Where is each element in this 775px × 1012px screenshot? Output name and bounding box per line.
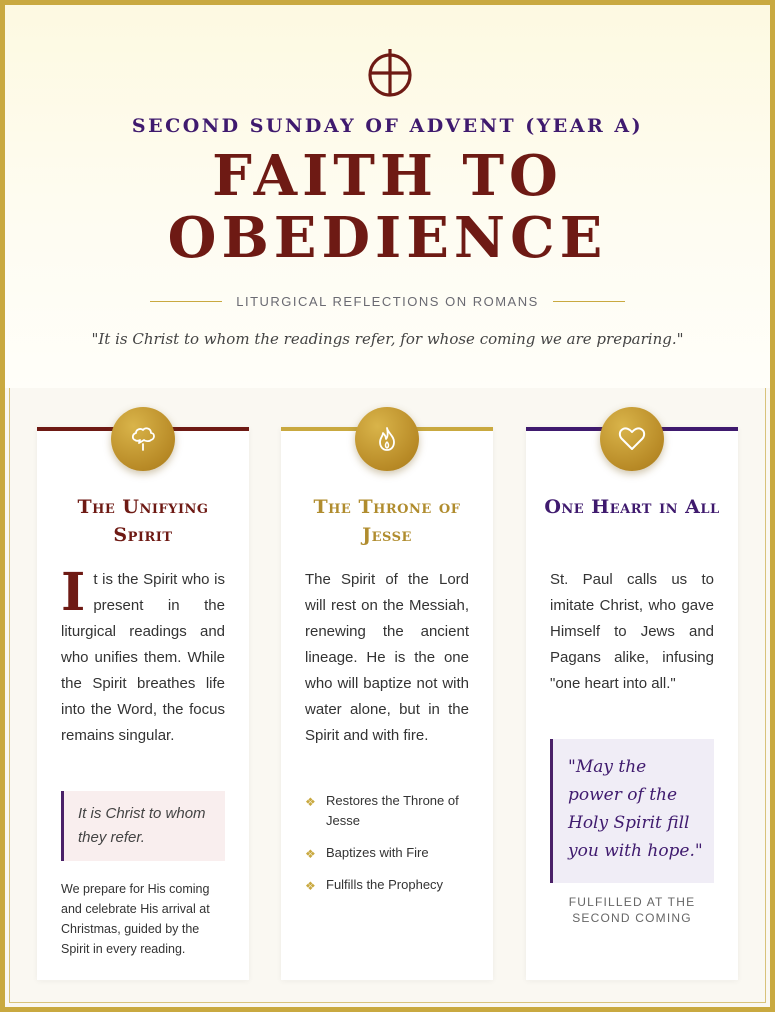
title-line-2: OBEDIENCE xyxy=(167,205,608,271)
heart-icon xyxy=(617,424,647,454)
header-quote: "It is Christ to whom the readings refer, for whose coming we are preparing." xyxy=(91,330,684,348)
subtitle: LITURGICAL REFLECTIONS ON ROMANS xyxy=(236,293,539,309)
card-body-text: t is the Spirit who is present in the liturgical readings and who unifies them. While the Spirit breathes life into the Word, the focus remains singular. xyxy=(61,571,225,744)
card-body xyxy=(61,562,225,749)
kicker: SECOND SUNDAY OF ADVENT (YEAR A) xyxy=(131,115,644,137)
prayer-quote: "May the power of the Holy Spirit fill you with hope." xyxy=(550,739,714,883)
card-title: One Heart in All xyxy=(544,496,720,518)
card-badge xyxy=(355,407,419,471)
drop-cap: I xyxy=(61,562,86,623)
list-item: ❖ Fulfills the Prophecy xyxy=(305,875,475,895)
header-section xyxy=(5,5,770,388)
dove-icon xyxy=(128,424,158,454)
pull-quote: It is Christ to whom they refer. xyxy=(61,791,225,861)
page-title xyxy=(5,145,770,269)
card-unifying-spirit xyxy=(37,427,249,980)
list-item: ❖ Restores the Throne of Jesse xyxy=(305,793,459,828)
card-one-heart xyxy=(526,427,738,980)
flame-icon xyxy=(373,425,401,453)
diamond-bullet-icon: ❖ xyxy=(305,847,316,861)
diamond-bullet-icon: ❖ xyxy=(305,795,316,809)
cross-circle-icon xyxy=(366,47,414,99)
card-title: The Throne of Jesse xyxy=(313,496,461,546)
feature-list xyxy=(305,791,475,907)
caption: FULFILLED AT THE SECOND COMING xyxy=(568,895,696,925)
card-title: The Unifying Spirit xyxy=(77,496,209,546)
list-item: ❖ Baptizes with Fire xyxy=(305,843,475,863)
card-note: We prepare for His coming and celebrate His arrival at Christmas, guided by the Spirit in every reading. xyxy=(61,882,210,956)
card-body: The Spirit of the Lord will rest on the Messiah, renewing the ancient lineage. He is the one who will baptize not with water alone, but in the Spirit and with fire. xyxy=(305,571,469,744)
subtitle-row xyxy=(5,291,770,311)
divider-right xyxy=(553,301,625,302)
card-badge xyxy=(111,407,175,471)
divider-left xyxy=(150,301,222,302)
card-body: St. Paul calls us to imitate Christ, who gave Himself to Jews and Pagans alike, infusing "one heart into all." xyxy=(550,571,714,692)
card-throne-of-jesse xyxy=(281,427,493,980)
card-badge xyxy=(600,407,664,471)
title-line-1: FAITH TO xyxy=(212,143,563,209)
diamond-bullet-icon: ❖ xyxy=(305,879,316,893)
